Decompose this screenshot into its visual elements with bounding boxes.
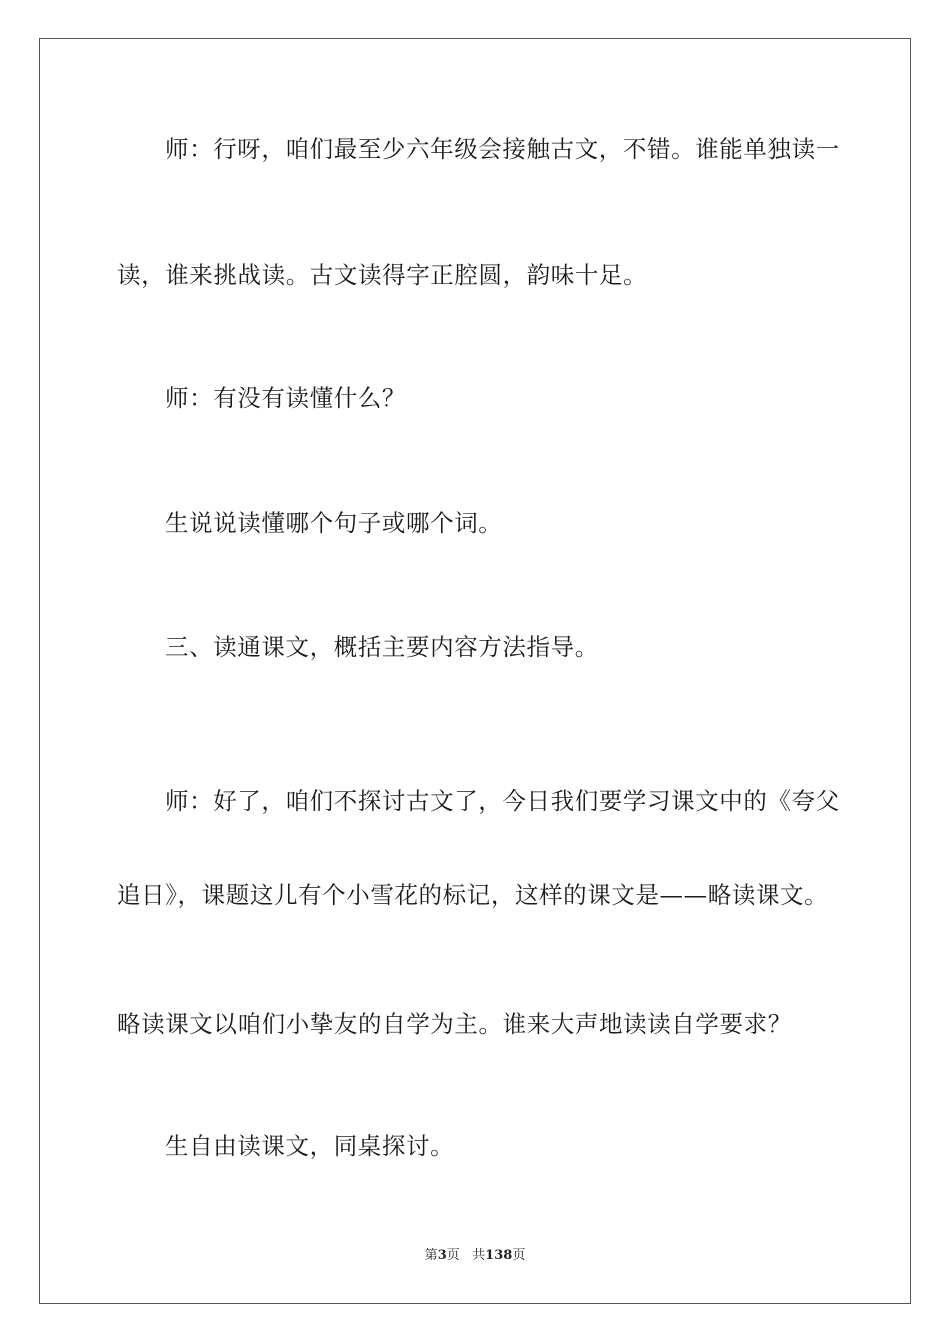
section-heading: 三、读通课文，概括主要内容方法指导。 xyxy=(165,633,599,661)
footer-total-pages: 138 xyxy=(485,1248,513,1263)
paragraph-line-9: 生自由读课文，同桌探讨。 xyxy=(165,1132,455,1160)
page-border xyxy=(39,38,911,1304)
paragraph-line-1: 师：行呀，咱们最至少六年级会接触古文，不错。谁能单独读一 xyxy=(165,135,840,163)
paragraph-line-8: 略读课文以咱们小挚友的自学为主。谁来大声地读读自学要求？ xyxy=(117,1010,792,1038)
paragraph-line-4: 生说说读懂哪个句子或哪个词。 xyxy=(165,509,503,537)
paragraph-line-3: 师：有没有读懂什么？ xyxy=(165,384,406,412)
paragraph-line-7: 追日》，课题这儿有个小雪花的标记，这样的课文是——略读课文。 xyxy=(117,881,829,909)
footer-prefix: 第 xyxy=(424,1248,438,1263)
footer-page-number: 3 xyxy=(437,1248,447,1263)
page-footer xyxy=(0,1247,950,1265)
paragraph-line-6: 师：好了，咱们不探讨古文了，今日我们要学习课文中的《夸父 xyxy=(165,787,840,815)
footer-total-prefix: 共 xyxy=(472,1248,486,1263)
footer-total-suffix: 页 xyxy=(512,1248,526,1263)
paragraph-line-2: 读，谁来挑战读。古文读得字正腔圆，韵味十足。 xyxy=(117,261,648,289)
footer-page-suffix: 页 xyxy=(446,1248,460,1263)
